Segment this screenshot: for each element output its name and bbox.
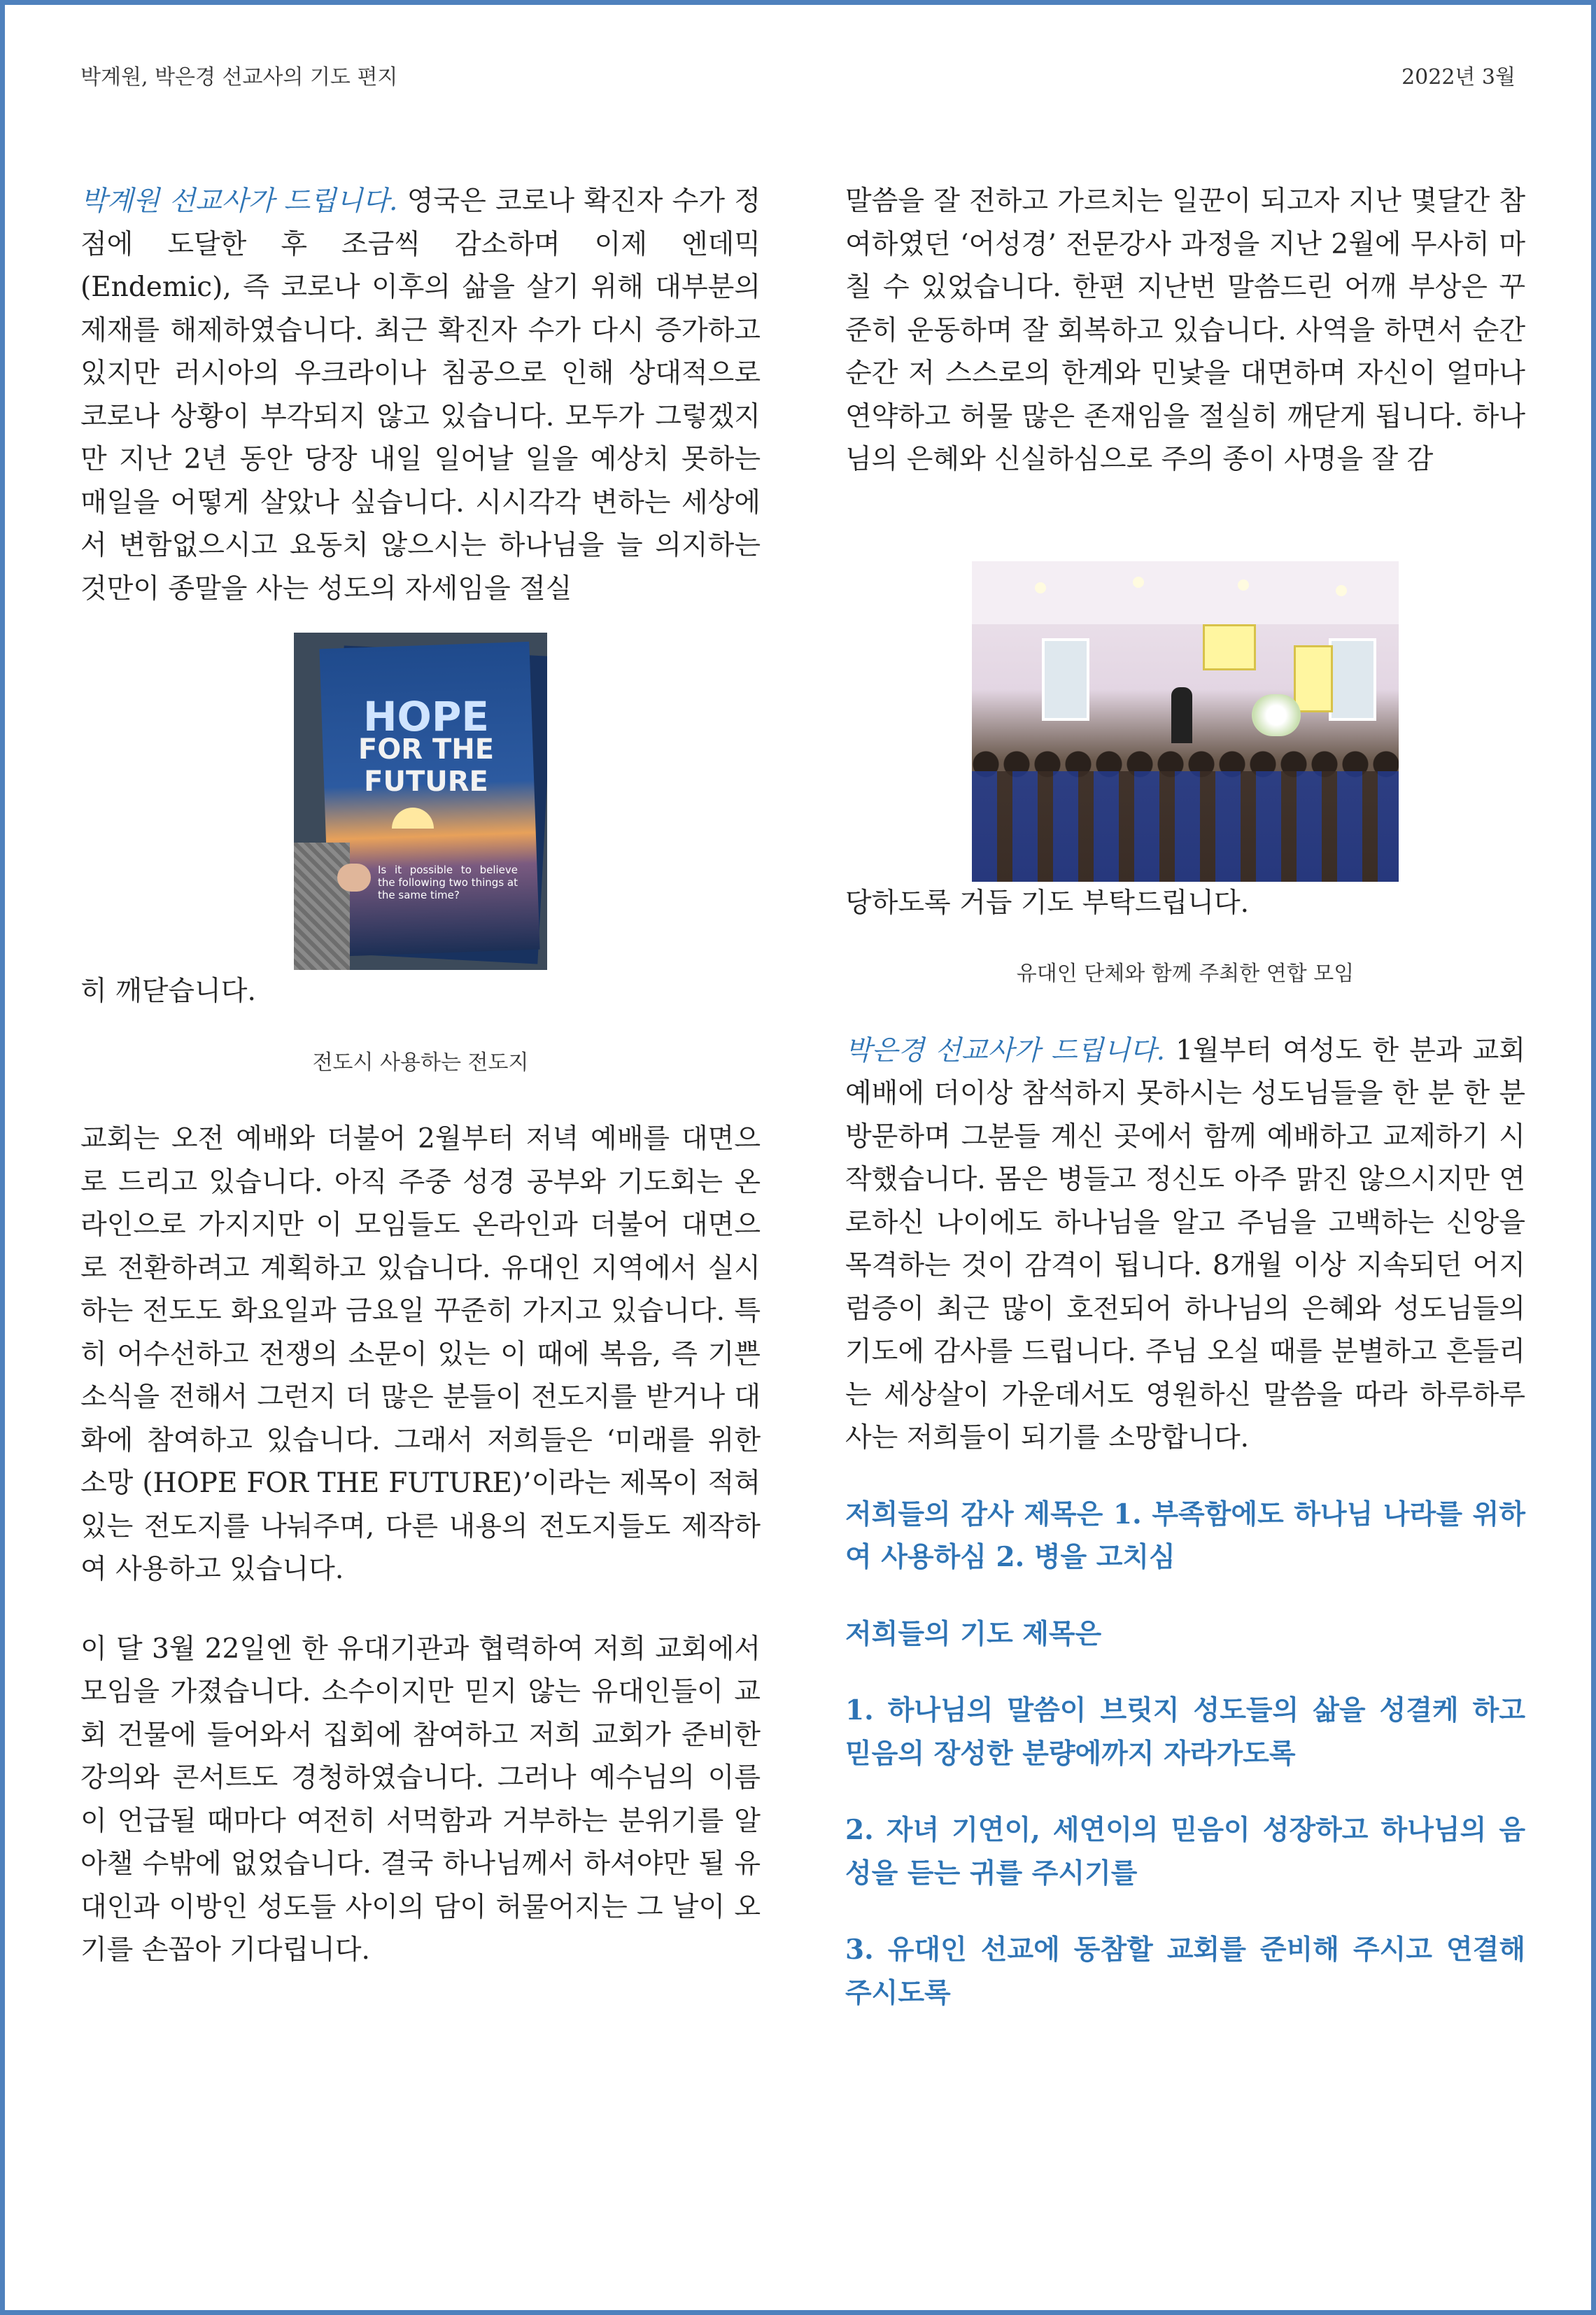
thanks-topics: 저희들의 감사 제목은 1. 부족함에도 하나님 나라를 위하여 사용하심 2. 병을 고치심 <box>845 1498 1525 1573</box>
paragraph-park-eunkyung <box>845 1029 1525 1460</box>
left-column <box>80 180 761 1972</box>
paragraph-continuation-tail: 당하도록 거듭 기도 부탁드립니다. <box>845 887 1250 919</box>
paragraph-continuation: 말씀을 잘 전하고 가르치는 일꾼이 되고자 지난 몇달간 참여하였던 ‘어성경’ 전문강사 과정을 지난 2월에 무사히 마칠 수 있었습니다. 한편 지난번 말씀드린 어깨 부상은 꾸준히 운동하며 잘 회복하고 있습니다. 사역을 하면서 순간 순간 저 스스로의 한계와 민낯을 대면하며 자신이 얼마나 연약하고 허물 많은 존재임을 절실히 깨닫게 됩니다. 하나님의 은혜와 신실하심으로 주의 종이 사명을 잘 감 <box>845 185 1525 475</box>
paragraph-church-services: 교회는 오전 예배와 더불어 2월부터 저녁 예배를 대면으로 드리고 있습니다. 아직 주중 성경 공부와 기도회는 온라인으로 가지지만 이 모임들도 온라인과 더불어 대면으로 전환하려고 계획하고 있습니다. 유대인 지역에서 실시하는 전도도 화요일과 금요일 꾸준히 가지고 있습니다. 특히 어수선하고 전쟁의 소문이 있는 이 때에 복음, 즉 기쁜 소식을 전해서 그런지 더 많은 분들이 전도지를 받거나 대화에 참여하고 있습니다. 그래서 저희들은 ‘미래를 위한 소망 (HOPE FOR THE FUTURE)’이라는 제목이 적혀 있는 전도지를 나눠주며, 다른 내용의 전도지들도 제작하여 사용하고 있습니다. <box>80 1123 761 1585</box>
prayer-item: 2. 자녀 기연이, 세연이의 믿음이 성장하고 하나님의 음성을 듣는 귀를 주시기를 <box>845 1814 1525 1890</box>
meeting-photo <box>972 561 1399 882</box>
meeting-caption: 유대인 단체와 함께 주최한 연합 모임 <box>1016 962 1355 986</box>
pamphlet-title-hope: HOPE <box>363 693 489 740</box>
intro-body: 영국은 코로나 확진자 수가 정점에 도달한 후 조금씩 감소하며 이제 엔데믹 (Endemic), 즉 코로나 이후의 삶을 살기 위해 대부분의 제재를 해제하였습니다. 최근 확진자 수가 다시 증가하고 있지만 러시아의 우크라이나 침공으로 인해 상대적으로 코로나 상황이 부각되지 않고 있습니다. 모두가 그렇겠지만 지난 2년 동안 당장 내일 일어날 일을 예상치 못하는 매일을 어떻게 살았나 싶습니다. 시시각각 변하는 세상에서 변함없으시고 요동치 않으시는 하나님을 늘 의지하는 것만이 종말을 사는 성도의 자세임을 절실 <box>80 185 761 605</box>
pamphlet-subtitle: Is it possible to believe the following two things at the same time? <box>378 864 518 901</box>
pamphlet-title-future: FUTURE <box>364 766 488 798</box>
eunkyung-body: 1월부터 여성도 한 분과 교회 예배에 더이상 참석하지 못하시는 성도님들을 한 분 한 분 방문하며 그분들 계신 곳에서 함께 예배하고 교제하기 시작했습니다. 몸은 병들고 정신도 아주 맑진 않으시지만 연로하신 나이에도 하나님을 알고 주님을 고백하는 신앙을 목격하는 것이 감격이 됩니다. 8개월 이상 지속되던 어지럼증이 최근 많이 호전되어 하나님의 은혜와 성도님들의 기도에 감사를 드립니다. 주님 오실 때를 분별하고 흔들리는 세상살이 가운데서도 영원하신 말씀을 따라 하루하루 사는 저희들이 되기를 소망합니다. <box>845 1034 1526 1454</box>
paragraph-joint-meeting: 이 달 3월 22일엔 한 유대기관과 협력하여 저희 교회에서 모임을 가졌습니다. 소수이지만 믿지 않는 유대인들이 교회 건물에 들어와서 집회에 참여하고 저희 교회가 준비한 강의와 콘서트도 경청하였습니다. 그러나 예수님의 이름이 언급될 때마다 여전히 서먹함과 거부하는 분위기를 알아챌 수밖에 없었습니다. 결국 하나님께서 하셔야만 될 유대인과 이방인 성도들 사이의 담이 허물어지는 그 날이 오기를 손꼽아 기다립니다. <box>80 1633 761 1966</box>
paragraph-intro-tail: 히 깨닫습니다. <box>80 976 256 1007</box>
prayer-item: 1. 하나님의 말씀이 브릿지 성도들의 삶을 성결케 하고 믿음의 장성한 분량에까지 자라가도록 <box>845 1694 1525 1770</box>
pamphlet-title-for-the: FOR THE <box>358 733 495 766</box>
header-date: 2022년 3월 <box>1401 65 1516 90</box>
lead-park-gyewon: 박계원 선교사가 드립니다. <box>80 185 398 217</box>
lead-park-eunkyung: 박은경 선교사가 드립니다. <box>845 1034 1166 1067</box>
pamphlet-photo <box>294 633 547 970</box>
prayer-item: 3. 유대인 선교에 동참할 교회를 준비해 주시고 연결해 주시도록 <box>845 1934 1525 2009</box>
right-column <box>845 180 1525 2015</box>
prayer-title: 저희들의 기도 제목은 <box>845 1617 1102 1650</box>
paragraph-intro-left <box>80 180 761 610</box>
pamphlet-caption: 전도시 사용하는 전도지 <box>312 1050 529 1075</box>
header-title: 박계원, 박은경 선교사의 기도 편지 <box>80 65 398 90</box>
